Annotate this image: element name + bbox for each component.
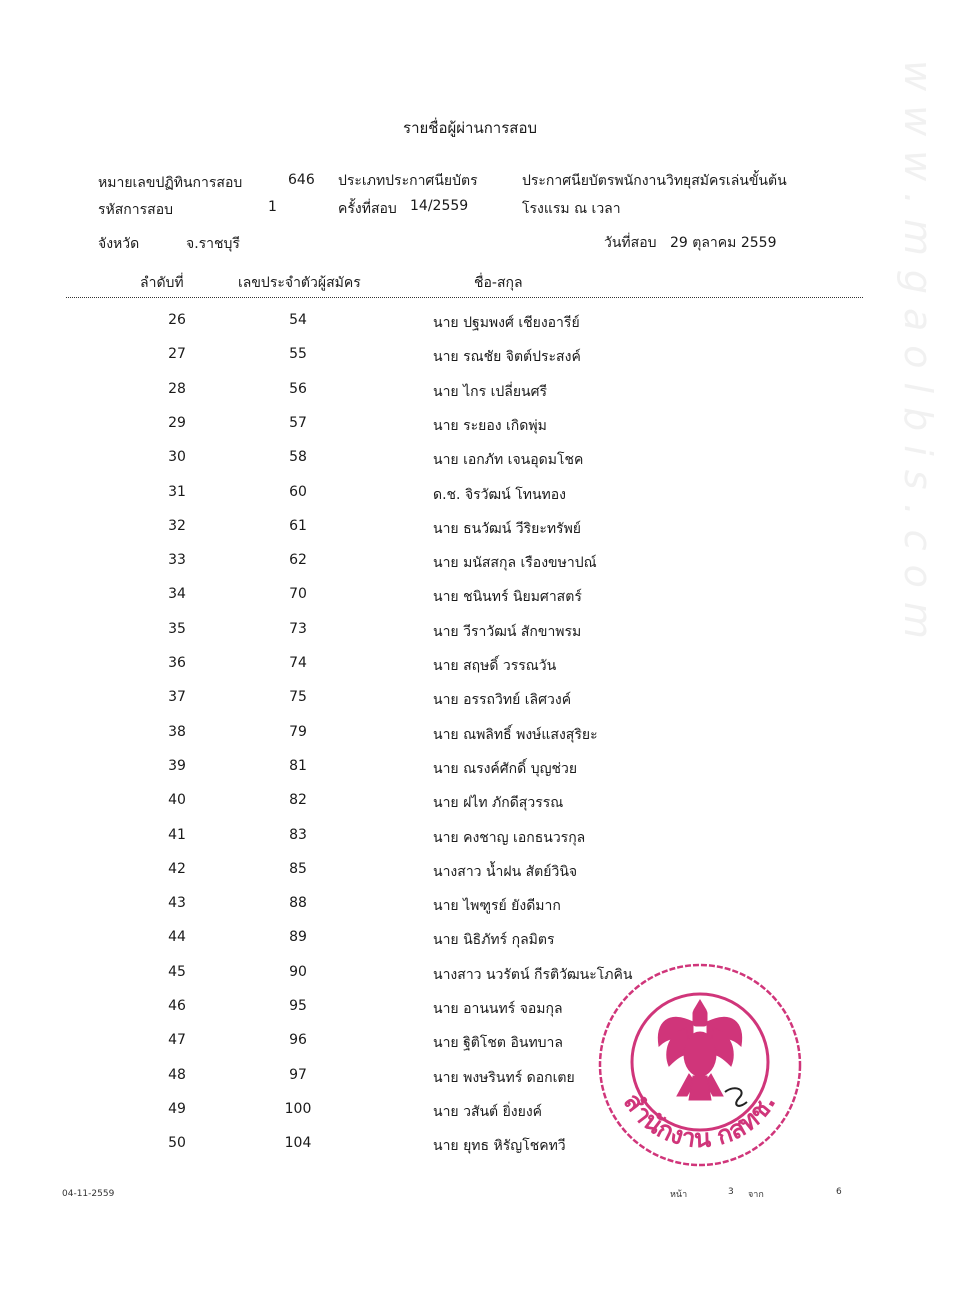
row-applicant-no: 100	[284, 1100, 312, 1117]
type-value: ประกาศนียบัตรพนักงานวิทยุสมัครเล่นขั้นต้น	[522, 173, 787, 189]
row-seq: 44	[168, 929, 186, 946]
round-label: ครั้งที่สอบ	[338, 201, 397, 217]
header-separator	[66, 297, 863, 298]
row-seq: 31	[168, 483, 186, 500]
table-row	[0, 758, 960, 792]
row-applicant-no: 95	[289, 998, 307, 1014]
total-pages: 6	[836, 1187, 842, 1197]
row-applicant-no: 62	[289, 552, 307, 569]
table-row	[0, 827, 960, 861]
row-applicant-no: 60	[289, 483, 307, 500]
row-applicant-no: 75	[289, 689, 307, 706]
row-name: นาย ไกร เปลี่ยนศรี	[433, 383, 548, 400]
row-seq: 46	[168, 998, 186, 1014]
of-label: จาก	[748, 1190, 764, 1200]
table-row	[0, 518, 960, 552]
row-applicant-no: 89	[289, 929, 307, 946]
row-seq: 33	[168, 552, 186, 569]
row-seq: 43	[168, 895, 186, 912]
row-applicant-no: 74	[289, 655, 307, 671]
row-seq: 49	[168, 1100, 186, 1117]
permit-value: 646	[288, 172, 315, 188]
row-applicant-no: 97	[289, 1066, 307, 1083]
row-seq: 36	[168, 655, 186, 671]
row-seq: 50	[168, 1135, 186, 1152]
table-row	[0, 449, 960, 483]
row-name: ด.ช. จิรวัฒน์ โทนทอง	[433, 486, 566, 503]
row-seq: 42	[168, 860, 186, 877]
row-name: นาย อรรถวิทย์ เลิศวงค์	[433, 692, 572, 709]
table-row	[0, 415, 960, 449]
page-label: หน้า	[670, 1190, 688, 1200]
row-name: นาย ธนวัฒน์ วีริยะทรัพย์	[433, 520, 582, 537]
row-seq: 27	[168, 346, 186, 363]
table-row	[0, 861, 960, 895]
row-seq: 41	[168, 826, 186, 843]
exam-date-value: 29 ตุลาคม 2559	[670, 235, 777, 251]
row-name: นาย ชนินทร์ นิยมศาสตร์	[433, 589, 582, 606]
print-date: 04-11-2559	[62, 1189, 115, 1199]
garuda-seal-icon	[597, 962, 803, 1168]
exam-date-label: วันที่สอบ	[604, 235, 657, 251]
row-seq: 35	[168, 620, 186, 637]
row-name: นาย อานนทร์ จอมกุล	[433, 1001, 563, 1017]
row-seq: 40	[168, 792, 186, 809]
row-seq: 26	[168, 312, 186, 328]
row-applicant-no: 79	[289, 723, 307, 740]
table-row	[0, 346, 960, 380]
page-title: รายชื่อผู้ผ่านการสอบ	[403, 119, 537, 137]
row-applicant-no: 83	[289, 826, 307, 843]
type-label: ประเภทประกาศนียบัตร	[338, 173, 478, 189]
column-header-applicant-no: เลขประจำตัวผู้สมัคร	[238, 275, 361, 291]
row-seq: 45	[168, 963, 186, 980]
table-row	[0, 484, 960, 518]
table-row	[0, 1135, 960, 1169]
venue: โรงแรม ณ เวลา	[522, 201, 621, 217]
row-applicant-no: 81	[289, 757, 307, 774]
page-number: 3	[728, 1187, 734, 1197]
row-name: นาย ณรงค์ศักดิ์ บุญช่วย	[433, 760, 578, 777]
row-seq: 34	[168, 586, 186, 603]
column-header-name: ชื่อ-สกุล	[474, 275, 523, 291]
row-applicant-no: 96	[289, 1032, 307, 1049]
row-name: นาย คงชาญ เอกธนวรกุล	[433, 829, 586, 846]
row-applicant-no: 73	[289, 620, 307, 637]
row-seq: 38	[168, 723, 186, 740]
row-seq: 37	[168, 689, 186, 706]
permit-label: หมายเลขปฏิทินการสอบ	[98, 175, 243, 191]
row-name: นาย ไพฑูรย์ ยังดีมาก	[433, 898, 561, 915]
row-seq: 28	[168, 380, 186, 397]
table-row	[0, 895, 960, 929]
row-name: นาย ปฐมพงศ์ เชียงอารีย์	[433, 315, 580, 331]
row-applicant-no: 70	[289, 586, 307, 603]
row-applicant-no: 82	[289, 792, 307, 809]
row-name: นาย สฤษดิ์ วรรณวัน	[433, 658, 557, 674]
row-name: นาย ณพลิทธิ์ พงษ์แสงสุริยะ	[433, 726, 598, 743]
code-label: รหัสการสอบ	[98, 202, 173, 218]
table-row	[0, 621, 960, 655]
row-name: นาย ฝไท ภักดีสุวรรณ	[433, 795, 564, 812]
row-applicant-no: 56	[289, 380, 307, 397]
row-name: นางสาว นวรัตน์ กีรติวัฒนะโภคิน	[433, 966, 633, 983]
column-header-seq: ลำดับที่	[140, 275, 184, 291]
table-row	[0, 998, 960, 1032]
province-label: จังหวัด	[98, 236, 140, 252]
table-row	[0, 586, 960, 620]
row-seq: 32	[168, 517, 186, 534]
row-seq: 30	[168, 449, 186, 466]
row-applicant-no: 85	[289, 860, 307, 877]
row-applicant-no: 88	[289, 895, 307, 912]
row-name: นาย พงษรินทร์ ดอกเตย	[433, 1069, 575, 1086]
row-name: นาย เอกภัท เจนอุดมโชค	[433, 452, 584, 469]
row-name: นาย ฐิติโชต อินทบาล	[433, 1035, 563, 1052]
table-row	[0, 724, 960, 758]
row-applicant-no: 57	[289, 414, 307, 431]
row-applicant-no: 55	[289, 346, 307, 363]
table-row	[0, 381, 960, 415]
row-applicant-no: 54	[289, 312, 307, 328]
row-applicant-no: 104	[284, 1135, 312, 1152]
row-name: นาย นิธิภัทร์ กุลมิตร	[433, 932, 555, 949]
seal-text: สำนักงาน กสทช.	[618, 1087, 782, 1154]
row-seq: 29	[168, 414, 186, 431]
table-row	[0, 552, 960, 586]
row-applicant-no: 58	[289, 449, 307, 466]
row-seq: 39	[168, 757, 186, 774]
table-row	[0, 689, 960, 723]
row-seq: 48	[168, 1066, 186, 1083]
table-row	[0, 1032, 960, 1066]
table-row	[0, 792, 960, 826]
row-name: นาย มนัสสกุล เรืองขษาปณ์	[433, 555, 597, 572]
row-applicant-no: 61	[289, 517, 307, 534]
row-name: นาย ระยอง เกิดพุ่ม	[433, 417, 547, 434]
row-name: นาย รณชัย จิตต์ประสงค์	[433, 349, 581, 366]
table-row	[0, 964, 960, 998]
row-name: นางสาว น้ำฝน สัตย์วินิจ	[433, 863, 578, 880]
row-name: นาย ยุทธ หิรัญโชคทวี	[433, 1138, 566, 1155]
round-value: 14/2559	[410, 198, 469, 214]
row-name: นาย วสันต์ ยิ่งยงค์	[433, 1103, 543, 1120]
watermark-text: www.mgaolbis.com	[896, 60, 940, 653]
province-value: จ.ราชบุรี	[186, 236, 240, 252]
row-applicant-no: 90	[289, 963, 307, 980]
table-row	[0, 655, 960, 689]
table-row	[0, 312, 960, 346]
row-name: นาย วีราวัฒน์ สักขาพรม	[433, 623, 582, 640]
code-value: 1	[268, 199, 277, 215]
table-row	[0, 929, 960, 963]
table-row	[0, 1067, 960, 1101]
table-row	[0, 1101, 960, 1135]
row-seq: 47	[168, 1032, 186, 1049]
